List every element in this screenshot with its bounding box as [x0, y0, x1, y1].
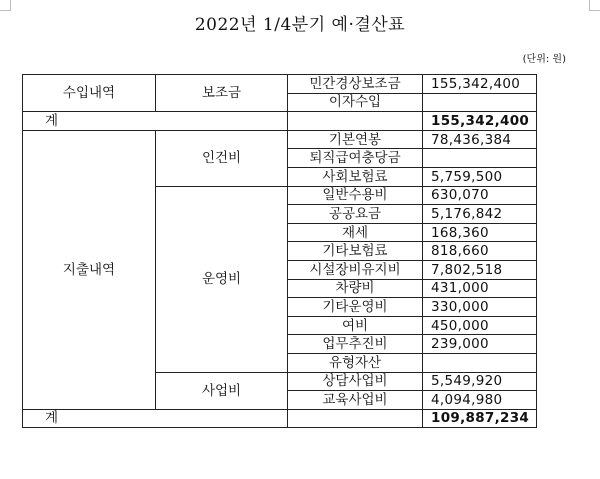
item-label: 시설장비유지비: [288, 260, 423, 279]
item-amount: 450,000: [423, 316, 537, 335]
empty-cell: [288, 409, 423, 428]
expense-group-name: 사업비: [156, 372, 288, 409]
expense-total-row: [23, 409, 537, 428]
table-row: [23, 130, 537, 149]
expense-total-label: 계: [23, 409, 288, 428]
item-amount: 78,436,384: [423, 130, 537, 149]
expense-group-name: 운영비: [156, 186, 288, 372]
item-amount: 5,176,842: [423, 205, 537, 224]
table-row: [23, 75, 537, 94]
unit-label: (단위: 원): [522, 54, 566, 65]
item-label: 일반수용비: [288, 186, 423, 205]
budget-table: [22, 74, 537, 428]
item-label: 교육사업비: [288, 391, 423, 410]
item-label: 기타운영비: [288, 298, 423, 317]
item-amount: 239,000: [423, 335, 537, 354]
item-amount: 4,094,980: [423, 391, 537, 410]
item-label: 기본연봉: [288, 130, 423, 149]
item-amount: [423, 93, 537, 112]
income-subcategory: 보조금: [156, 75, 288, 112]
item-label: 유형자산: [288, 353, 423, 372]
item-amount: [423, 353, 537, 372]
item-amount: 5,759,500: [423, 167, 537, 186]
page-title: 2022년 1/4분기 예·결산표: [194, 15, 406, 35]
item-amount: 168,360: [423, 223, 537, 242]
item-amount: [423, 149, 537, 168]
item-amount: 818,660: [423, 242, 537, 261]
item-amount: 5,549,920: [423, 372, 537, 391]
item-label: 기타보험료: [288, 242, 423, 261]
item-label: 이자수입: [288, 93, 423, 112]
income-total-label: 계: [23, 112, 288, 131]
empty-cell: [288, 112, 423, 131]
item-label: 공공요금: [288, 205, 423, 224]
expense-category: 지출내역: [23, 130, 156, 409]
expense-group-name: 인건비: [156, 130, 288, 186]
item-label: 민간경상보조금: [288, 75, 423, 94]
item-amount: 330,000: [423, 298, 537, 317]
item-label: 차량비: [288, 279, 423, 298]
item-amount: 630,070: [423, 186, 537, 205]
item-amount: 431,000: [423, 279, 537, 298]
item-label: 재세: [288, 223, 423, 242]
item-amount: 7,802,518: [423, 260, 537, 279]
item-label: 퇴직급여충당금: [288, 149, 423, 168]
item-label: 여비: [288, 316, 423, 335]
item-label: 상담사업비: [288, 372, 423, 391]
item-label: 사회보험료: [288, 167, 423, 186]
income-total-row: [23, 112, 537, 131]
income-total-amount: 155,342,400: [423, 112, 537, 131]
income-category: 수입내역: [23, 75, 156, 112]
item-label: 업무추진비: [288, 335, 423, 354]
item-amount: 155,342,400: [423, 75, 537, 94]
expense-total-amount: 109,887,234: [423, 409, 537, 428]
